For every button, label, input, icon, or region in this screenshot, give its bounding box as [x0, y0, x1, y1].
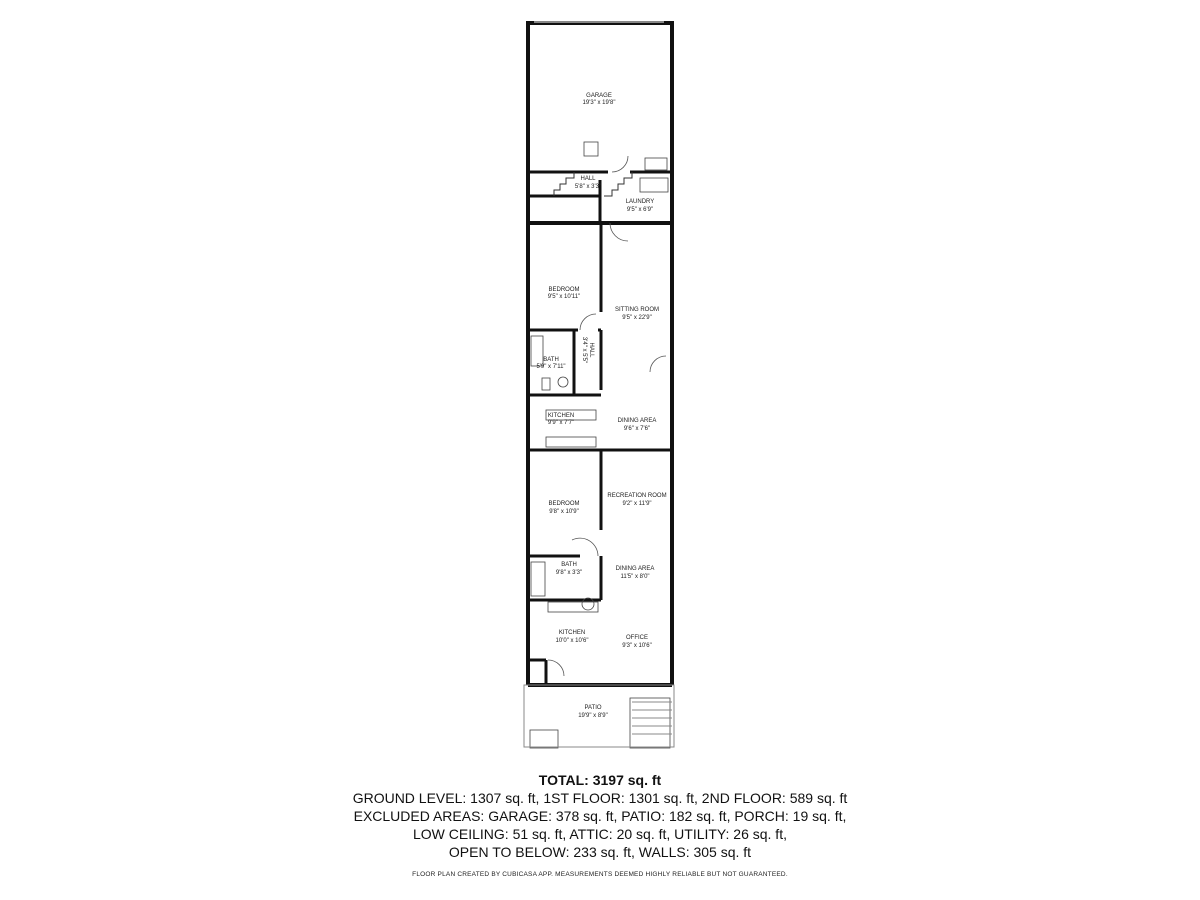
area-line-low-ceiling: LOW CEILING: 51 sq. ft, ATTIC: 20 sq. ft, UTILITY: 26 sq. ft, — [413, 826, 787, 842]
room-name-bedroom-1: BEDROOM — [548, 287, 580, 293]
room-name-hall-upper: HALL — [580, 176, 596, 182]
room-dims-hall-upper: 5'8" x 3'3" — [574, 184, 602, 190]
room-dims-bath-2: 9'8" x 3'3" — [555, 570, 583, 576]
room-dims-patio: 19'9" x 8'9" — [578, 713, 608, 719]
footer-disclaimer: FLOOR PLAN CREATED BY CUBICASA APP. MEASUREMENTS DEEMED HIGHLY RELIABLE BUT NOT GUARANTEED. — [412, 871, 788, 878]
room-dims-bedroom-2: 9'8" x 10'9" — [549, 509, 579, 515]
room-name-bath-1: BATH — [543, 357, 559, 363]
room-dims-bedroom-1: 9'5" x 10'11" — [547, 294, 581, 300]
room-name-kitchen-1: KITCHEN — [547, 413, 575, 419]
room-dims-bath-1: 5'9" x 7'11" — [536, 364, 566, 370]
room-name-sitting-room: SITTING ROOM — [615, 307, 659, 313]
room-name-hall-small: HALL — [588, 342, 594, 358]
area-line-excluded: EXCLUDED AREAS: GARAGE: 378 sq. ft, PATIO: 182 sq. ft, PORCH: 19 sq. ft, — [353, 808, 847, 824]
room-name-laundry: LAUNDRY — [625, 199, 655, 205]
room-name-office: OFFICE — [626, 635, 648, 641]
room-dims-dining-2: 11'5" x 8'0" — [620, 574, 650, 580]
room-dims-recreation: 9'2" x 11'9" — [622, 501, 652, 507]
room-name-dining-1: DINING AREA — [617, 418, 657, 424]
area-line-levels: GROUND LEVEL: 1307 sq. ft, 1ST FLOOR: 1301 sq. ft, 2ND FLOOR: 589 sq. ft — [352, 790, 848, 806]
room-dims-dining-1: 9'6" x 7'6" — [623, 426, 651, 432]
room-name-patio: PATIO — [584, 705, 602, 711]
room-name-recreation: RECREATION ROOM — [607, 493, 667, 499]
area-summary — [0, 772, 1200, 861]
room-name-garage: GARAGE — [586, 93, 612, 99]
area-line-open-below: OPEN TO BELOW: 233 sq. ft, WALLS: 305 sq. ft — [448, 844, 752, 860]
room-name-bedroom-2: BEDROOM — [548, 501, 580, 507]
room-name-kitchen-2: KITCHEN — [558, 630, 586, 636]
room-dims-sitting-room: 9'5" x 22'9" — [622, 315, 652, 321]
room-name-dining-2: DINING AREA — [615, 566, 655, 572]
room-labels — [536, 93, 666, 719]
interior-walls — [528, 172, 672, 685]
room-dims-kitchen-2: 10'0" x 10'6" — [555, 638, 589, 644]
room-dims-office: 9'3" x 10'6" — [622, 643, 652, 649]
total-area: TOTAL: 3197 sq. ft — [538, 772, 662, 788]
room-dims-laundry: 9'5" x 6'9" — [626, 207, 654, 213]
room-dims-garage: 19'3" x 19'8" — [582, 100, 616, 106]
room-name-bath-2: BATH — [561, 562, 577, 568]
room-dims-hall-small: 3'4" x 5'5" — [581, 336, 587, 364]
room-dims-kitchen-1: 9'9" x 7'7" — [547, 420, 575, 426]
